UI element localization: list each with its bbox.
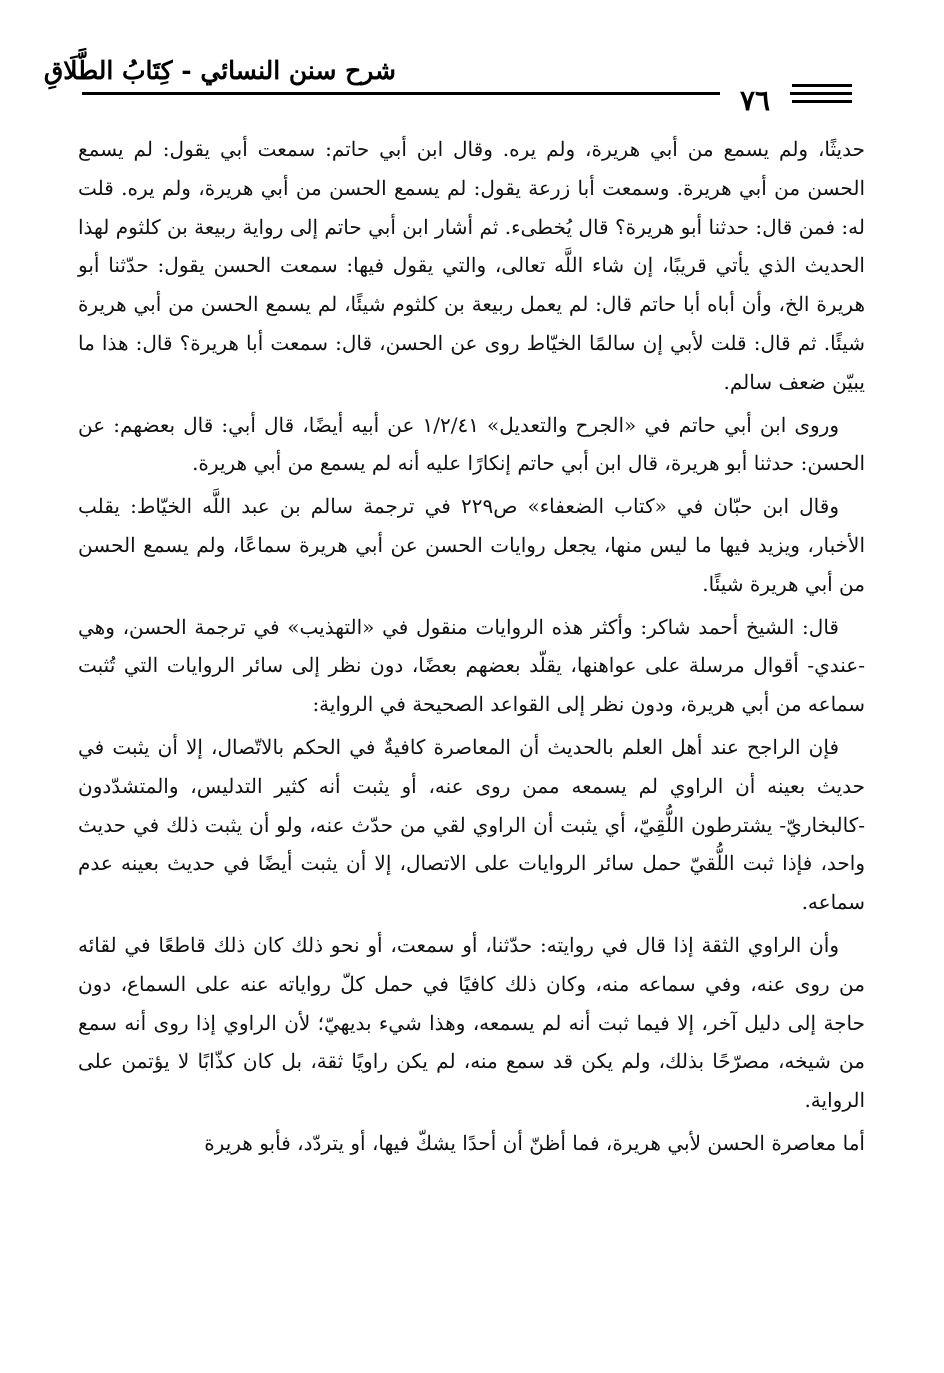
paragraph: حديثًا، ولم يسمع من أبي هريرة، ولم يره. وقال ابن أبي حاتم: سمعت أبي يقول: لم يسمع الحسن من أبي هريرة. وسمعت أبا زرعة يقول: لم يسمع الحسن من أبي هريرة، ولم يره. قلت له: فمن قال: حدثنا أبو هريرة؟ قال يُخطىء. ثم أشار ابن أبي حاتم إلى رواية ربيعة بن كلثوم لهذا الحديث الذي يأتي قريبًا، إن شاء اللَّه تعالى، والتي يقول فيها: سمعت الحسن يقول: حدّثنا أبو هريرة الخ، وأن أباه أبا حاتم قال: لم يعمل ربيعة بن كلثوم شيئًا، لم يسمع الحسن من أبي هريرة شيئًا. ثم قال: قلت لأبي إن سالمًا الخيّاط روى عن الحسن، قال: سمعت أبا هريرة؟ قال: هذا ما يبيّن ضعف سالم.: [78, 137, 865, 394]
header-ornament-line-1: [792, 84, 852, 87]
paragraph: وقال ابن حبّان في «كتاب الضعفاء» ص٢٢٩ في ترجمة سالم بن عبد اللَّه الخيّاط: يقلب الأخبار، ويزيد فيها ما ليس منها، يجعل روايات الحسن عن أبي هريرة سماعًا، ولم يسمع الحسن من أبي هريرة شيئًا.: [78, 494, 865, 596]
paragraph: أما معاصرة الحسن لأبي هريرة، فما أظنّ أن أحدًا يشكّ فيها، أو يتردّد، فأبو هريرة: [204, 1130, 865, 1155]
paragraph: وروى ابن أبي حاتم في «الجرح والتعديل» ١/٢/٤١ عن أبيه أيضًا، قال أبي: قال بعضهم: عن الحسن: حدثنا أبو هريرة، قال ابن أبي حاتم إنكارًا عليه أنه لم يسمع من أبي هريرة.: [78, 412, 865, 476]
paragraph: وأن الراوي الثقة إذا قال في روايته: حدّثنا، أو سمعت، أو نحو ذلك كان ذلك قاطعًا في لقائه من روى عنه، وفي سماعه منه، وكان ذلك كافيًا في حمل كلّ رواياته عنه على السماع، دون حاجة إلى دليل آخر، إلا فيما ثبت أنه لم يسمعه، وهذا شيء بديهيّ؛ لأن الراوي إذا روى أنه سمع من شيخه، مصرّحًا بذلك، ولم يكن قد سمع منه، لم يكن راويًا ثقة، بل كان كذّابًا لا يؤتمن على الرواية.: [78, 932, 865, 1113]
header-ornament-line-3: [792, 100, 852, 103]
running-header-title: شرح سنن النسائي - كِتَابُ الطَّلَاقِ: [43, 56, 396, 85]
header-ornament-line-2: [792, 92, 852, 95]
page-body: [78, 130, 865, 1163]
page-number: ٧٦: [720, 84, 790, 117]
paragraph: قال: الشيخ أحمد شاكر: وأكثر هذه الروايات منقول في «التهذيب» في ترجمة الحسن، وهي -عندي- أقوال مرسلة على عواهنها، يقلّد بعضهم بعضًا، دون نظر إلى سائر الروايات التي تُثبت سماعه من أبي هريرة، ودون نظر إلى القواعد الصحيحة في الرواية:: [78, 614, 865, 717]
paragraph: فإن الراجح عند أهل العلم بالحديث أن المعاصرة كافيةٌ في الحكم بالاتّصال، إلا أن يثبت في حديث بعينه أن الراوي لم يسمعه ممن روى عنه، أو يثبت أنه كثير التدليس، والمتشدّدون -كالبخاريّ- يشترطون اللُّقِيّ، أي يثبت أن الراوي لقي من حدّث عنه، ولو أن يثبت ذلك في حديث واحد، فإذا ثبت اللُّقيّ حمل سائر الروايات على الاتصال، إلا أن يثبت أيضًا في حديث بعينه عدم سماعه.: [78, 734, 865, 915]
